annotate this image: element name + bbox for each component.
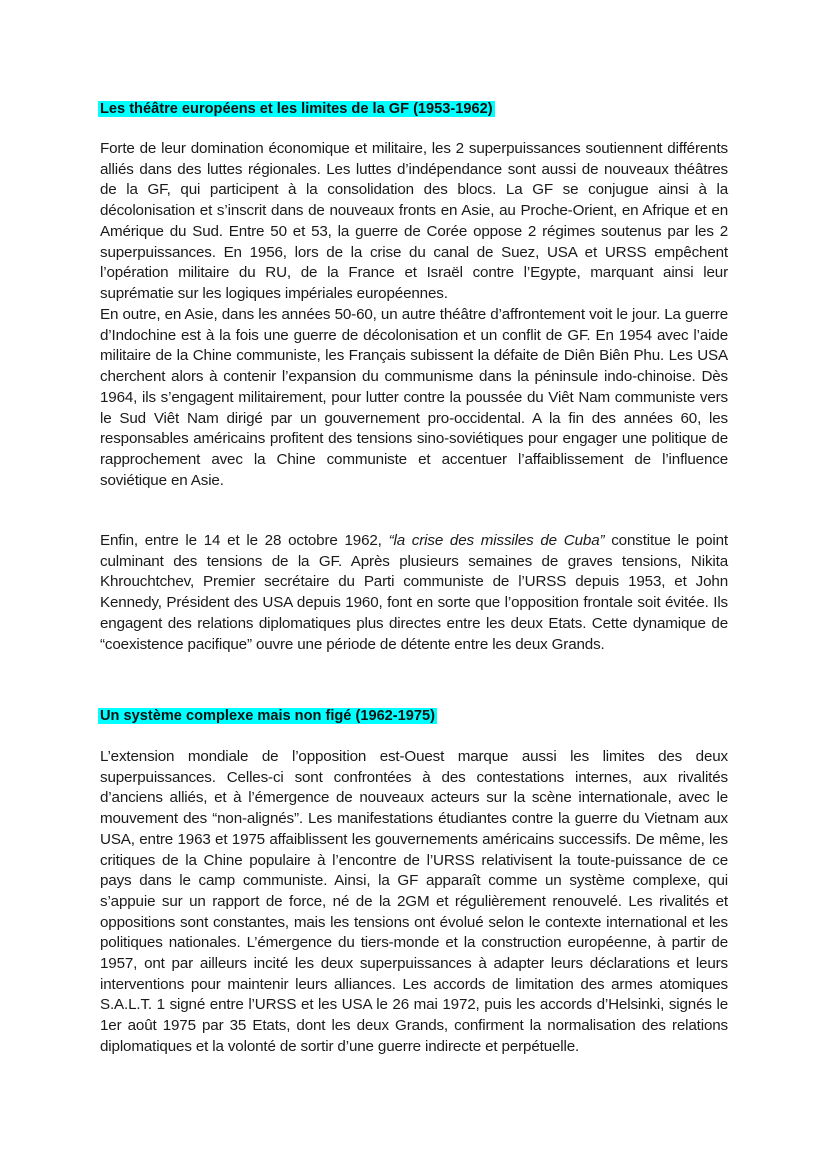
section-heading-2-text: Un système complexe mais non figé (1962-1975) bbox=[100, 708, 435, 724]
paragraph-2: En outre, en Asie, dans les années 50-60, un autre théâtre d’affrontement voit le jour. La guerre d’Indochine est à la fois une guerre de décolonisation et un conflit de GF. En 1954 avec l’aide militaire de la Chine communiste, les Français subissent la défaite de Diên Biên Phu. Les USA cherchent alors à contenir l’expansion du communisme dans la péninsule indo-chinoise. Dès 1964, ils s’engagent militairement, pour lutter contre la poussée du Viêt Nam communiste vers le Sud Viêt Nam dirigé par un gouvernement pro-occidental. A la fin des années 60, les responsables américains profitent des tensions sino-soviétiques pour engager une politique de rapprochement avec la Chine communiste et accentuer l’affaiblissement de l’influence soviétique en Asie. bbox=[100, 306, 728, 489]
cuba-crisis-quote: “la crise des missiles de Cuba” bbox=[388, 532, 605, 549]
section-heading-1-text: Les théâtre européens et les limites de la GF (1953-1962) bbox=[100, 101, 493, 117]
paragraph-4: L’extension mondiale de l’opposition est-Ouest marque aussi les limites des deux superpuissances. Celles-ci sont confrontées à des contestations internes, aux rivalités d’anciens alliés, et à l’émergence de nouveaux acteurs sur la scène internationale, avec le mouvement des “non-alignés”. Les manifestations étudiantes contre la guerre du Vietnam aux USA, entre 1963 et 1975 affaiblissent les gouvernements américains successifs. De même, les critiques de la Chine populaire à l’encontre de l’URSS relativisent la toute-puissance de ce pays dans le camp communiste. Ainsi, la GF apparaît comme un système complexe, qui s’appuie sur un rapport de force, né de la 2GM et régulièrement renouvelé. Les rivalités et oppositions sont constantes, mais les tensions ont évolué selon le contexte international et les politiques nationales. L’émergence du tiers-monde et la construction européenne, à partir de 1957, ont par ailleurs incité les deux superpuissances à adapter leurs déclarations et leurs interventions pour maintenir leurs alliances. Les accords de limitation des armes atomiques S.A.L.T. 1 signé entre l’URSS et les USA le 26 mai 1972, puis les accords d’Helsinki, signés le 1er août 1975 par 35 Etats, dont les deux Grands, confirment la normalisation des relations diplomatiques et la volonté de sortir d’une guerre indirecte et perpétuelle. bbox=[100, 748, 728, 1055]
paragraph-3 bbox=[100, 531, 728, 655]
paragraph-3-rest: constitue le point culminant des tensions de la GF. Après plusieurs semaines de graves tensions, Nikita Khrouchtchev, Premier secrétaire du Parti communiste de l’URSS depuis 1953, et John Kennedy, Président des USA depuis 1960, font en sorte que l’opposition frontale soit évitée. Ils engagent des relations diplomatiques plus directes entre les deux Etats. Cette dynamique de “coexistence pacifique” ouvre une période de détente entre les deux Grands. bbox=[100, 532, 728, 653]
section-heading-1 bbox=[98, 98, 495, 120]
paragraph-3-intro: Enfin, entre le 14 et le 28 octobre 1962, bbox=[100, 532, 389, 549]
section-heading-2 bbox=[98, 705, 437, 727]
paragraph-1: Forte de leur domination économique et militaire, les 2 superpuissances soutiennent différents alliés dans des luttes régionales. Les luttes d’indépendance sont aussi de nouveaux théâtres de la GF, qui participent à la consolidation des blocs. La GF se conjugue ainsi à la décolonisation et s’inscrit dans de nouveaux fronts en Asie, au Proche-Orient, en Afrique et en Amérique du Sud. Entre 50 et 53, la guerre de Corée oppose 2 régimes soutenus par les 2 superpuissances. En 1956, lors de la crise du canal de Suez, USA et URSS empêchent l’opération militaire du RU, de la France et Israël contre l’Egypte, marquant ainsi leur suprématie sur les logiques impériales européennes. bbox=[100, 140, 728, 302]
